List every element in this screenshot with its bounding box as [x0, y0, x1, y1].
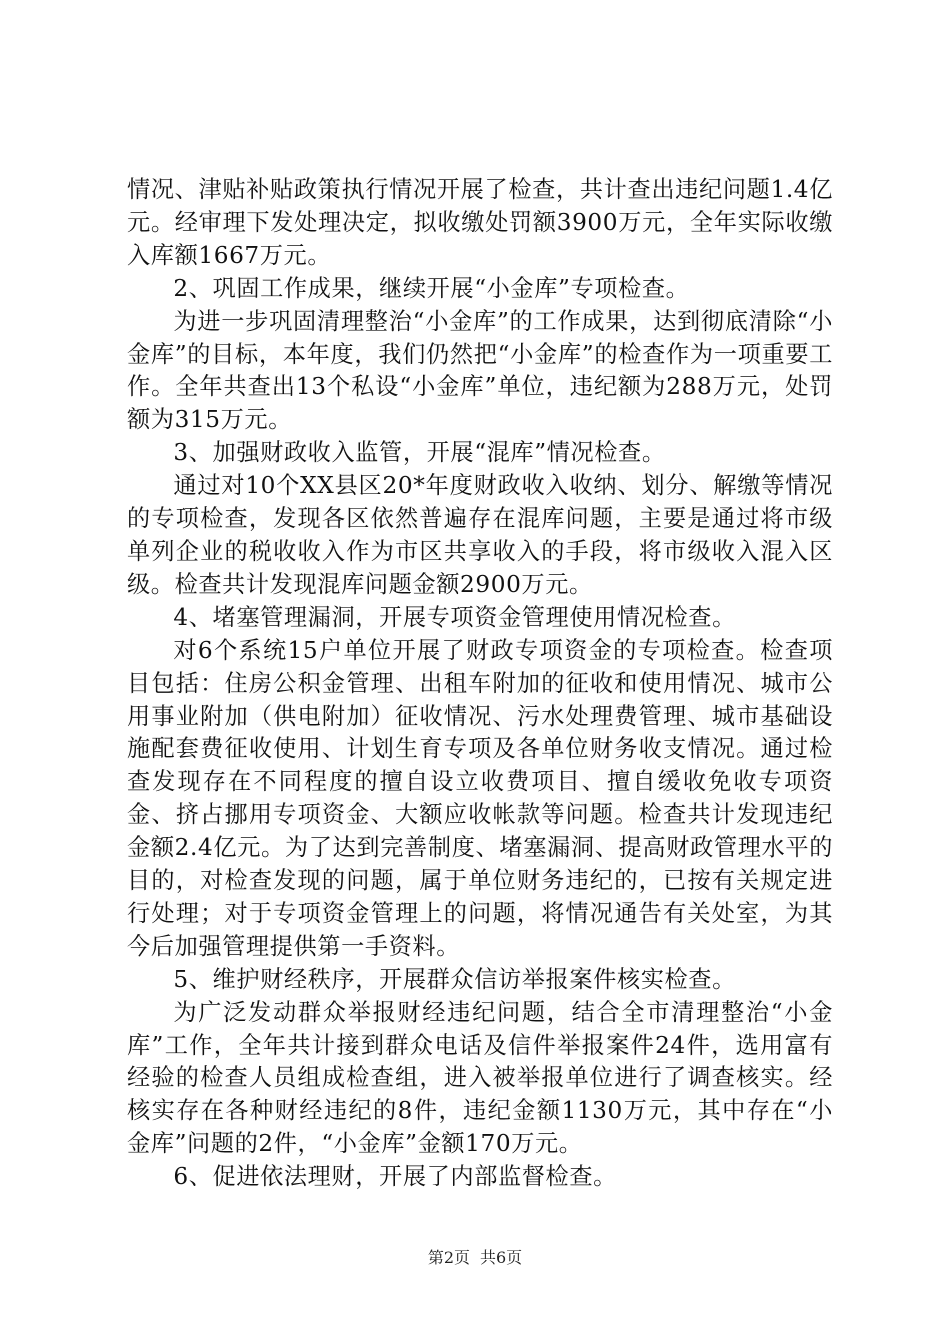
- section-heading-4: 4、堵塞管理漏洞，开展专项资金管理使用情况检查。: [173, 603, 736, 631]
- page-total: 共6页: [480, 1248, 523, 1267]
- paragraph-continued: 情况、津贴补贴政策执行情况开展了检查，共计查出违纪问题1.4亿元。经审理下发处理决定，拟收缴处罚额3900万元，全年实际收缴入库额1667万元。: [127, 176, 833, 269]
- section-heading-3: 3、加强财政收入监管，开展“混库”情况检查。: [173, 439, 666, 467]
- paragraph: 为广泛发动群众举报财经违纪问题，结合全市清理整治“小金库”工作，全年共计接到群众电话及信件举报案件24件，选用富有经验的检查人员组成检查组，进入被举报单位进行了调查核实。经核实存在各种财经违纪的8件，违纪金额1130万元，其中存在“小金库”问题的2件，“小金库”金额170万元。: [127, 998, 833, 1158]
- section-heading-6: 6、促进依法理财，开展了内部监督检查。: [173, 1163, 617, 1191]
- section-heading-2: 2、巩固工作成果，继续开展“小金库”专项检查。: [173, 274, 690, 302]
- paragraph: 通过对10个XX县区20*年度财政收入收纳、划分、解缴等情况的专项检查，发现各区依然普遍存在混库问题，主要是通过将市级单列企业的税收收入作为市区共享收入的手段，将市级收入混入区级。检查共计发现混库问题金额2900万元。: [127, 472, 833, 598]
- document-body: [127, 174, 833, 1194]
- section-heading-5: 5、维护财经秩序，开展群众信访举报案件核实检查。: [173, 965, 736, 993]
- page-number: 第2页: [427, 1248, 470, 1267]
- page-footer: [0, 1245, 950, 1268]
- paragraph: 对6个系统15户单位开展了财政专项资金的专项检查。检查项目包括：住房公积金管理、出租车附加的征收和使用情况、城市公用事业附加（供电附加）征收情况、污水处理费管理、城市基础设施配套费征收使用、计划生育专项及各单位财务收支情况。通过检查发现存在不同程度的擅自设立收费项目、擅自缓收免收专项资金、挤占挪用专项资金、大额应收帐款等问题。检查共计发现违纪金额2.4亿元。为了达到完善制度、堵塞漏洞、提高财政管理水平的目的，对检查发现的问题，属于单位财务违纪的，已按有关规定进行处理；对于专项资金管理上的问题，将情况通告有关处室，为其今后加强管理提供第一手资料。: [127, 636, 833, 960]
- paragraph: 为进一步巩固清理整治“小金库”的工作成果，达到彻底清除“小金库”的目标，本年度，我们仍然把“小金库”的检查作为一项重要工作。全年共查出13个私设“小金库”单位，违纪额为288万元，处罚额为315万元。: [127, 307, 833, 434]
